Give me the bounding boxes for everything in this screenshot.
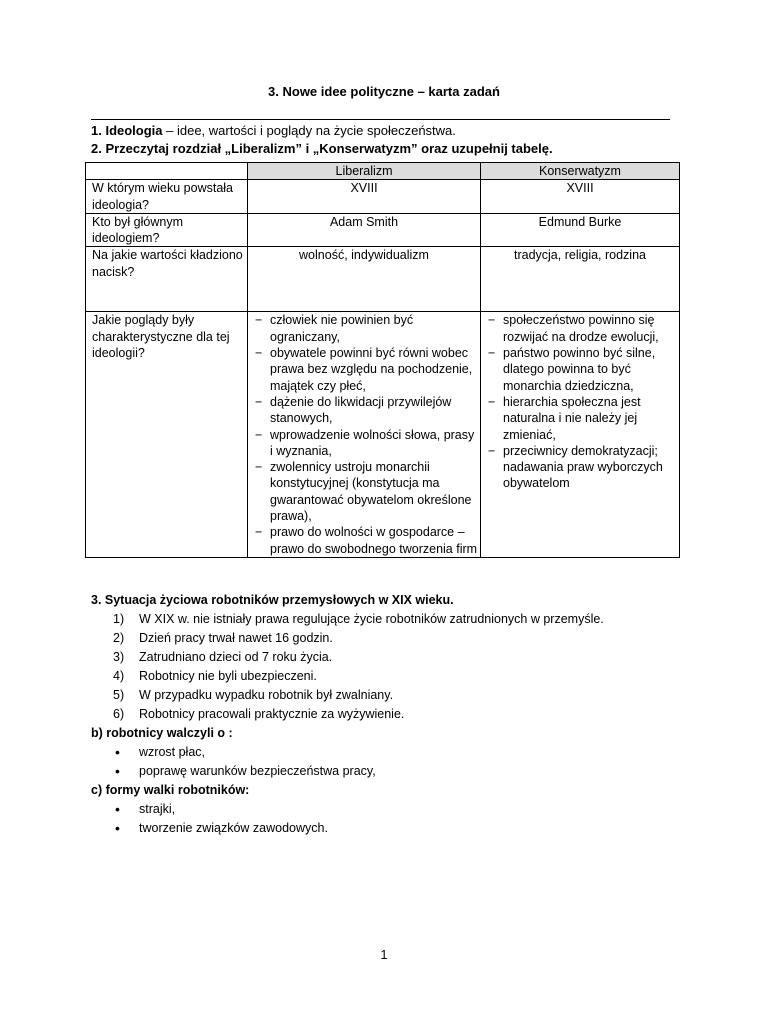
header-liberalizm: Liberalizm [248,163,481,180]
page-number: 1 [380,948,388,962]
list-item: − zwolennicy ustroju monarchii konstytucyjnej (konstytucja ma gwarantować obywatelom określone prawa), [254,459,480,524]
list-item: • strajki, [91,800,711,819]
liberalizm-views-list [254,312,480,556]
list-item: − prawo do wolności w gospodarce – prawo do swobodnego tworzenia firm [254,524,480,557]
list-item-number: 6) [113,707,125,721]
demands-list [91,743,711,781]
list-item [91,667,711,686]
row-question: W którym wieku powstała ideologia? [86,180,248,214]
list-item-text: Zatrudniano dzieci od 7 roku życia. [139,650,333,664]
list-item: − przeciwnicy demokratyzacji; nadawania praw wyborczych obywatelom [487,443,679,492]
item-2-instruction: 2. Przeczytaj rozdział „Liberalizm” i „Konserwatyzm” oraz uzupełnij tabelę. [91,141,553,156]
list-item: • wzrost płac, [91,743,711,762]
row-konserwatyzm-answer: tradycja, religia, rodzina [481,247,680,312]
table-row [86,213,680,247]
item-1-term: 1. Ideologia [91,123,163,138]
list-item [91,705,711,724]
row-konserwatyzm-answer: Edmund Burke [481,213,680,247]
row-question: Kto był głównym ideologiem? [86,213,248,247]
header-konserwatyzm: Konserwatyzm [481,163,680,180]
list-item: • poprawę warunków bezpieczeństwa pracy, [91,762,711,781]
table-row [86,247,680,312]
table-header-row [86,163,680,180]
item-1-definition: – idee, wartości i poglądy na życie społeczeństwa. [162,123,456,138]
header-empty-cell [86,163,248,180]
page-title: 3. Nowe idee polityczne – karta zadań [268,84,500,99]
views-question: Jakie poglądy były charakterystyczne dla tej ideologii? [86,312,248,557]
table-row-views [86,312,680,557]
list-item: − dążenie do likwidacji przywilejów stanowych, [254,394,480,427]
list-item-number: 5) [113,688,125,702]
list-item-text: Robotnicy nie byli ubezpieczeni. [139,669,317,683]
list-item-number: 1) [113,612,125,626]
list-item-text: W przypadku wypadku robotnik był zwalniany. [139,688,394,702]
list-item: − państwo powinno być silne, dlatego powinna to być monarchia dziedziczna, [487,345,679,394]
table-row [86,180,680,214]
list-item-text: Dzień pracy trwał nawet 16 godzin. [139,631,333,645]
list-item: − hierarchia społeczna jest naturalna i nie należy jej zmieniać, [487,394,679,443]
list-item-text: W XIX w. nie istniały prawa regulujące życie robotników zatrudnionych w przemyśle. [139,612,604,626]
row-liberalizm-answer: Adam Smith [248,213,481,247]
section-b-heading: b) robotnicy walczyli o : [91,726,233,740]
row-liberalizm-answer: wolność, indywidualizm [248,247,481,312]
conditions-list [91,610,711,724]
list-item: • tworzenie związków zawodowych. [91,819,711,838]
list-item: − człowiek nie powinien być ograniczany, [254,312,480,345]
list-item-number: 4) [113,669,125,683]
title-underline [91,119,670,120]
section-3 [91,591,711,838]
konserwatyzm-views-list [487,312,679,491]
row-konserwatyzm-answer: XVIII [481,180,680,214]
views-konserwatyzm [481,312,680,557]
list-item [91,648,711,667]
struggle-forms-list [91,800,711,838]
list-item: − wprowadzenie wolności słowa, prasy i wyznania, [254,427,480,460]
list-item-number: 3) [113,650,125,664]
list-item: − obywatele powinni być równi wobec prawa bez względu na pochodzenie, majątek czy płeć, [254,345,480,394]
section-3-heading: 3. Sytuacja życiowa robotników przemysłowych w XIX wieku. [91,593,454,607]
list-item [91,629,711,648]
list-item-text: Robotnicy pracowali praktycznie za wyżywienie. [139,707,405,721]
list-item: − społeczeństwo powinno się rozwijać na drodze ewolucji, [487,312,679,345]
list-item [91,686,711,705]
row-question: Na jakie wartości kładziono nacisk? [86,247,248,312]
section-c-heading: c) formy walki robotników: [91,783,250,797]
comparison-table [85,162,680,558]
list-item [91,610,711,629]
views-liberalizm [248,312,481,557]
row-liberalizm-answer: XVIII [248,180,481,214]
list-item-number: 2) [113,631,125,645]
item-1 [91,123,456,138]
